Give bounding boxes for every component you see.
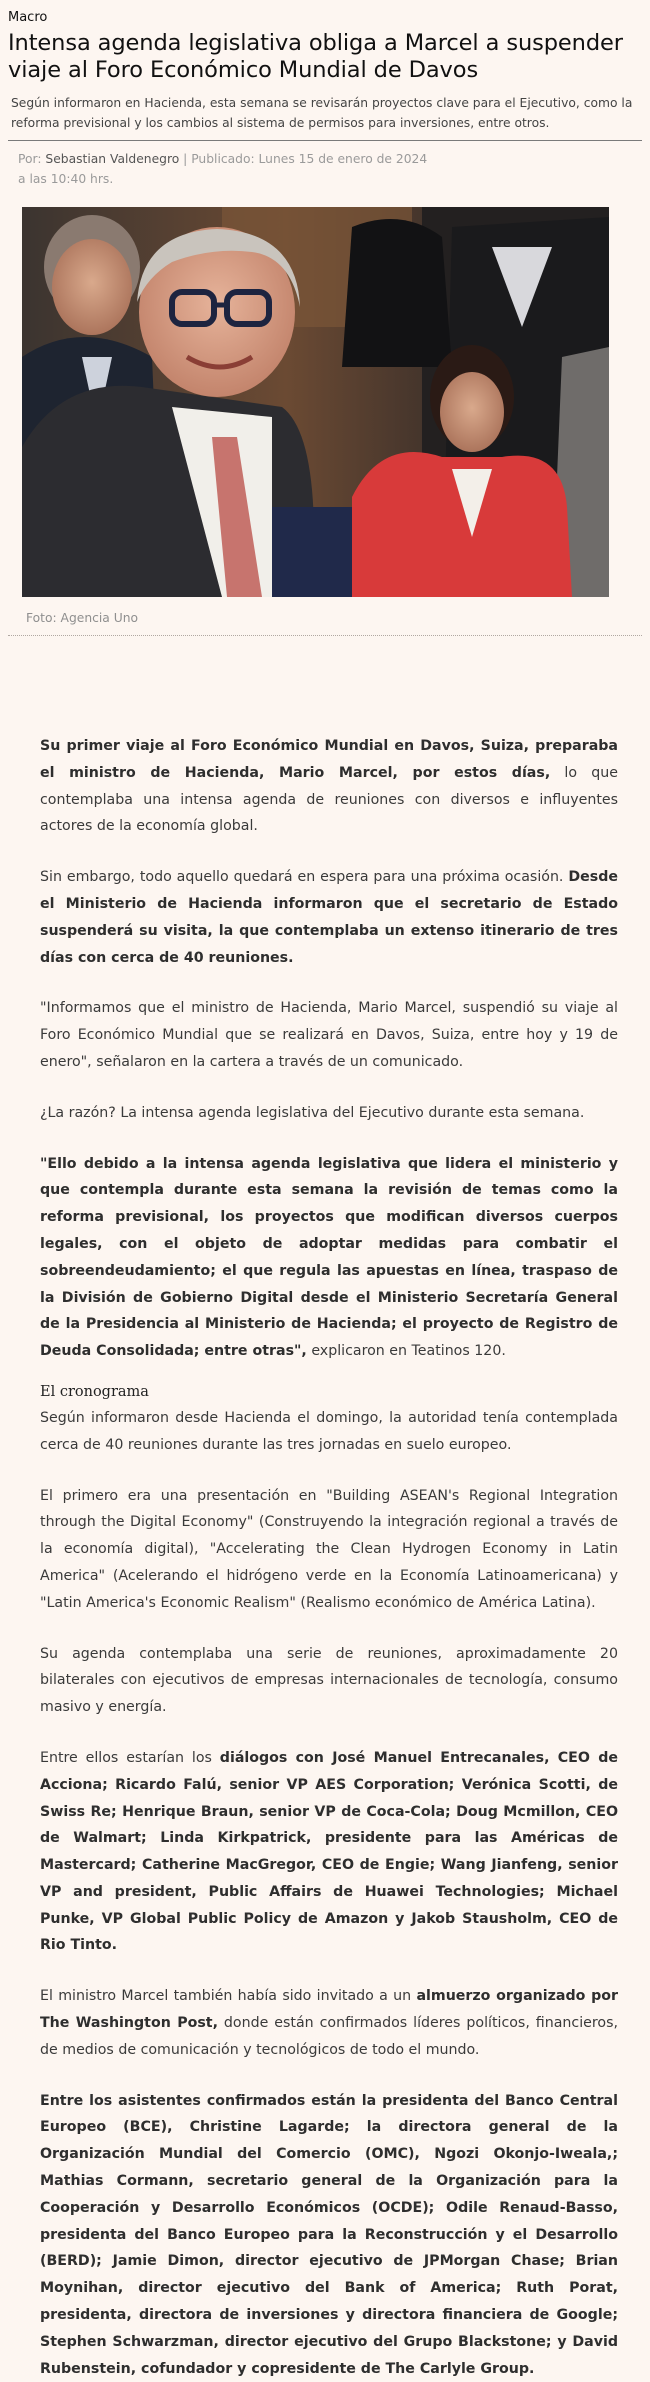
paragraph-11 bbox=[40, 2088, 618, 2382]
byline-separator: | bbox=[179, 152, 192, 166]
section-tag[interactable]: Macro bbox=[8, 10, 48, 25]
paragraph-5-bold: "Ello debido a la intensa agenda legislativa que lidera el ministerio y que contempla durante esta semana la revisión de temas como la reforma previsional, los proyectos que modifican diversos cuerpos legales, con el objeto de adoptar medidas para combatir el sobreendeudamiento; el que regula las apuestas en línea, traspaso de la División de Gobierno Digital desde el Ministerio Secretaría General de la Presidencia al Ministerio de Hacienda; el proyecto de Registro de Deuda Consolidada; entre otras", bbox=[40, 1155, 618, 1360]
byline-prefix: Por: bbox=[18, 152, 46, 166]
byline-published: Publicado: Lunes 15 de enero de 2024 a las 10:40 hrs. bbox=[18, 152, 428, 186]
paragraph-11-bold: Entre los asistentes confirmados están la presidenta del Banco Central Europeo (BCE), Christine Lagarde; la directora general de la Organización Mundial del Comercio (OMC), Ngozi Okonjo-Iweala,; Mathias Cormann, secretario general de la Organización para la Cooperación y Desarrollo Económicos (OCDE); Odile Renaud-Basso, presidenta del Banco Europeo para la Reconstrucción y el Desarrollo (BERD); Jamie Dimon, director ejecutivo de JPMorgan Chase; Brian Moynihan, director ejecutivo del Bank of America; Ruth Porat, presidenta, directora de inversiones y directora financiera de Google; Stephen Schwarzman, director ejecutivo del Grupo Blackstone; y David Rubenstein, cofundador y copresidente de The Carlyle Group. bbox=[40, 2092, 618, 2377]
paragraph-9-start: Entre ellos estarían los bbox=[40, 1749, 220, 1766]
paragraph-1 bbox=[40, 733, 618, 840]
paragraph-2-bold: Desde el Ministerio de Hacienda informaron que el secretario de Estado suspenderá su visita, la que contemplaba un extenso itinerario de tres días con cerca de 40 reuniones. bbox=[40, 869, 618, 966]
paragraph-10-bold: almuerzo organizado por The Washington Post, bbox=[40, 1988, 618, 2032]
paragraph-3: "Informamos que el ministro de Hacienda, Mario Marcel, suspendió su viaje al Foro Económico Mundial que se realizará en Davos, Suiza, entre hoy y 19 de enero", señalaron en la cartera a través de un comunicado. bbox=[40, 1000, 618, 1070]
paragraph-6: Según informaron desde Hacienda el domingo, la autoridad tenía contemplada cerca de 40 reuniones durante las tres jornadas en suelo europeo. bbox=[40, 1409, 618, 1453]
paragraph-2-start: Sin embargo, todo aquello quedará en espera para una próxima ocasión. bbox=[40, 869, 569, 886]
paragraph-1-rest: lo que contemplaba una intensa agenda de reuniones con diversos e influyentes actores de la economía global. bbox=[40, 764, 618, 835]
paragraph-9-bold: diálogos con José Manuel Entrecanales, CEO de Acciona; Ricardo Falú, senior VP AES Corporation; Verónica Scotti, de Swiss Re; Henrique Braun, senior VP de Coca-Cola; Doug Mcmillon, CEO de Walmart; Linda Kirkpatrick, presidente para las Américas de Mastercard; Catherine MacGregor, CEO de Engie; Wang Jianfeng, senior VP and president, Public Affairs de Huawei Technologies; Michael Punke, VP Global Public Policy de Amazon y Jakob Stausholm, CEO de Rio Tinto. bbox=[40, 1749, 618, 1954]
header-divider bbox=[8, 140, 642, 141]
paragraph-10 bbox=[40, 1983, 618, 2063]
paragraph-1-bold: Su primer viaje al Foro Económico Mundial en Davos, Suiza, preparaba el ministro de Hacienda, Mario Marcel, por estos días, bbox=[40, 738, 618, 781]
photo-divider bbox=[8, 635, 642, 636]
byline bbox=[18, 149, 438, 189]
paragraph-5 bbox=[40, 1151, 618, 1365]
paragraph-10-rest: donde están confirmados líderes políticos, financieros, de medios de comunicación y tecnológicos de todo el mundo. bbox=[40, 2015, 618, 2058]
paragraph-8: Su agenda contemplaba una serie de reuniones, aproximadamente 20 bilaterales con ejecutivos de empresas internacionales de tecnología, consumo masivo y energía. bbox=[40, 1645, 618, 1716]
article-body bbox=[40, 733, 618, 2382]
paragraph-10-start: El ministro Marcel también había sido invitado a un bbox=[40, 1988, 417, 2005]
headline: Intensa agenda legislativa obliga a Marcel a suspender viaje al Foro Económico Mundial de Davos bbox=[8, 30, 623, 83]
subheading-cronograma: El cronograma bbox=[40, 1383, 149, 1400]
byline-author[interactable]: Sebastian Valdenegro bbox=[45, 152, 180, 166]
article-photo bbox=[22, 207, 609, 597]
paragraph-2 bbox=[40, 864, 618, 971]
photo-caption: Foto: Agencia Uno bbox=[26, 611, 139, 625]
paragraph-7: El primero era una presentación en "Building ASEAN's Regional Integration through the Digital Economy" (Construyendo la integración regional a través de la economía digital), "Accelerating the Clean Hydrogen Economy in Latin America" (Acelerando el hidrógeno verde en la Economía Latinoamericana) y "Latin America's Economic Realism" (Realismo económico de América Latina). bbox=[40, 1487, 618, 1611]
paragraph-5-rest: explicaron en Teatinos 120. bbox=[306, 1343, 506, 1360]
deck: Según informaron en Hacienda, esta semana se revisarán proyectos clave para el Ejecutivo, como la reforma previsional y los cambios al sistema de permisos para inversiones, entre otros. bbox=[11, 96, 633, 130]
paragraph-4: ¿La razón? La intensa agenda legislativa del Ejecutivo durante esta semana. bbox=[40, 1104, 585, 1121]
paragraph-9 bbox=[40, 1745, 618, 1959]
